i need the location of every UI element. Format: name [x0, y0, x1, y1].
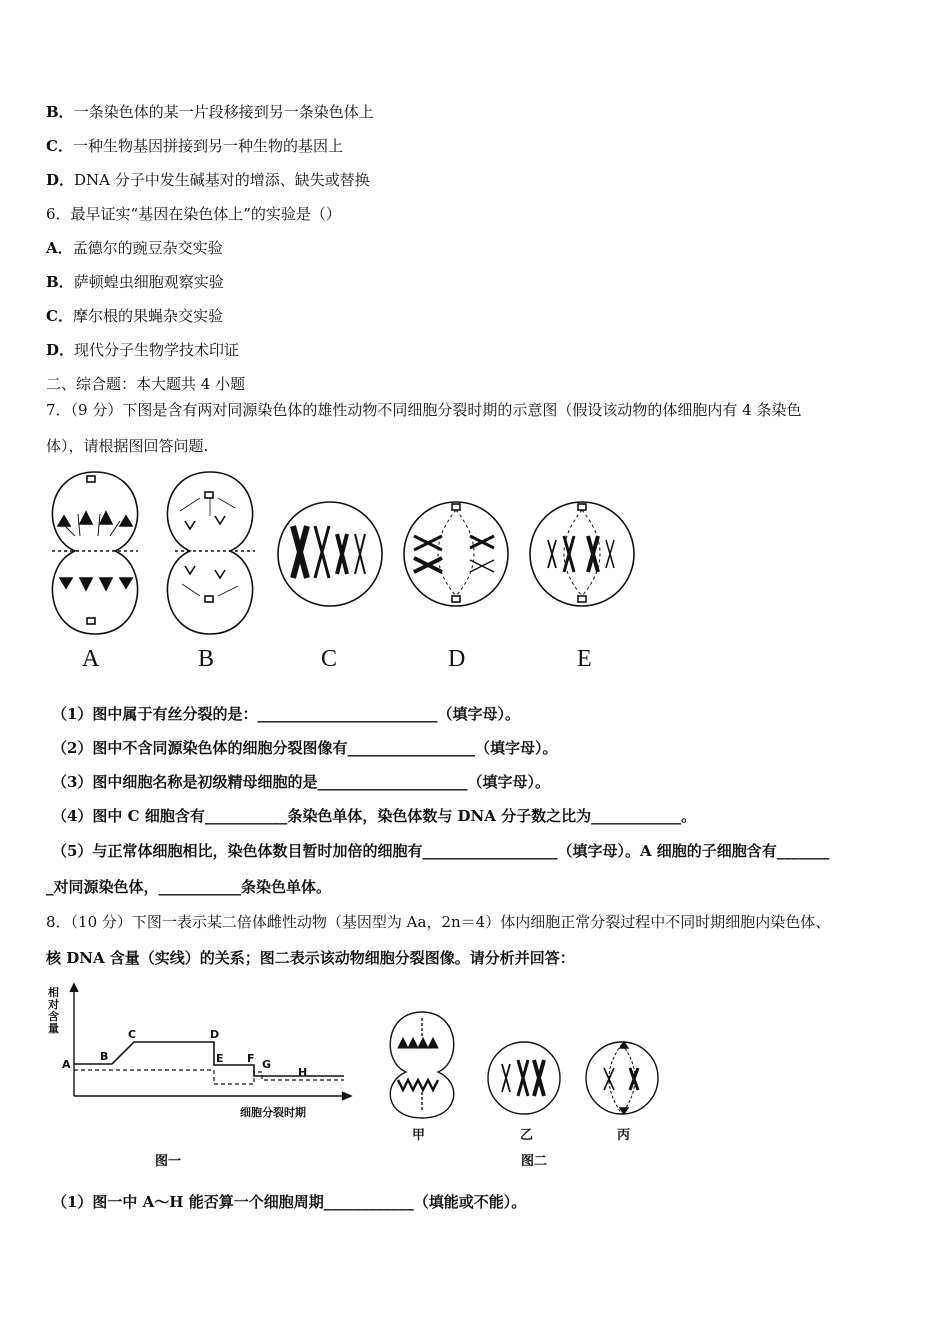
q7-stem-line1: 7．（9 分）下图是含有两对同源染色体的雄性动物不同细胞分裂时期的示意图（假设该动物的体细胞内有 4 条染色	[46, 401, 802, 419]
cell-label-d: D	[448, 646, 466, 672]
q7-stem-line2: 体），请根据图回答问题.	[46, 437, 209, 455]
graph-1-point-c: C	[128, 1028, 137, 1041]
q6-stem: 6．最早证实“基因在染色体上”的实验是（）	[46, 205, 341, 223]
cell-c-diagram	[278, 502, 382, 606]
cell-b-diagram	[167, 472, 255, 634]
q8-stem-line1: 8．（10 分）下图一表示某二倍体雌性动物（基因型为 Aa，2n＝4）体内细胞正常分裂过程中不同时期细胞内染色体、	[46, 913, 831, 931]
figure-2-caption: 图二	[521, 1154, 548, 1169]
option-q6-b: B．萨顿蝗虫细胞观察实验	[46, 273, 224, 291]
cell-label-yi: 乙	[520, 1128, 534, 1143]
graph-1-ylabel-3: 含	[48, 1010, 59, 1023]
cell-bing-diagram	[586, 1042, 658, 1114]
graph-1-point-h: H	[298, 1066, 308, 1079]
cell-label-c: C	[321, 646, 338, 672]
graph-1-ylabel-1: 相	[48, 986, 59, 999]
graph-1-caption: 图一	[155, 1154, 182, 1169]
cell-label-e: E	[577, 646, 592, 672]
graph-1	[44, 980, 364, 1130]
graph-1-ylabel-4: 量	[48, 1022, 59, 1035]
graph-1-xlabel: 细胞分裂时期	[240, 1106, 306, 1119]
q7-sub3: （3）图中细胞名称是初级精母细胞的是____________________（填字母）。	[52, 773, 550, 791]
q7-cell-figure	[40, 466, 650, 681]
option-q6-a: A．孟德尔的豌豆杂交实验	[46, 239, 223, 257]
q8-sub1: （1）图一中 A～H 能否算一个细胞周期____________（填能或不能）。	[52, 1193, 527, 1211]
option-q5-d: D．DNA 分子中发生碱基对的增添、缺失或替换	[46, 171, 370, 189]
cell-label-a: A	[82, 646, 100, 672]
cell-label-jia: 甲	[412, 1128, 426, 1143]
cell-label-bing: 丙	[617, 1128, 631, 1143]
cell-jia-diagram	[390, 1012, 453, 1118]
cell-d-diagram	[404, 502, 508, 606]
option-q6-d: D．现代分子生物学技术印证	[46, 341, 240, 359]
graph-1-point-g: G	[262, 1058, 272, 1071]
cell-label-b: B	[198, 646, 215, 672]
section-heading: 二、综合题：本大题共 4 小题	[46, 375, 246, 393]
graph-1-point-b: B	[100, 1050, 109, 1063]
option-q5-b: B．一条染色体的某一片段移接到另一条染色体上	[46, 103, 374, 121]
graph-1-point-a: A	[62, 1058, 71, 1071]
cell-a-diagram	[52, 472, 138, 634]
cell-e-diagram	[530, 502, 634, 606]
graph-1-point-e: E	[216, 1052, 224, 1065]
option-q5-c: C．一种生物基因拼接到另一种生物的基因上	[46, 137, 343, 155]
q8-stem-line2: 核 DNA 含量（实线）的关系；图二表示该动物细胞分裂图像。请分析并回答：	[46, 949, 575, 967]
option-q6-c: C．摩尔根的果蝇杂交实验	[46, 307, 223, 325]
q7-sub4: （4）图中 C 细胞含有___________条染色单体，染色体数与 DNA 分子数之比为____________。	[52, 807, 697, 825]
graph-1-ylabel-2: 对	[48, 998, 59, 1011]
graph-1-point-f: F	[247, 1052, 255, 1065]
q7-sub5-cont: _对同源染色体，___________条染色单体。	[46, 878, 332, 896]
cell-yi-diagram	[488, 1042, 560, 1114]
q7-sub1: （1）图中属于有丝分裂的是：________________________（填字母）。	[52, 705, 520, 723]
graph-1-point-d: D	[210, 1028, 220, 1041]
q7-sub5: （5）与正常体细胞相比，染色体数目暂时加倍的细胞有__________________（填字母）。A 细胞的子细胞含有_______	[52, 842, 830, 860]
q7-sub2: （2）图中不含同源染色体的细胞分裂图像有_________________（填字母）。	[52, 739, 558, 757]
